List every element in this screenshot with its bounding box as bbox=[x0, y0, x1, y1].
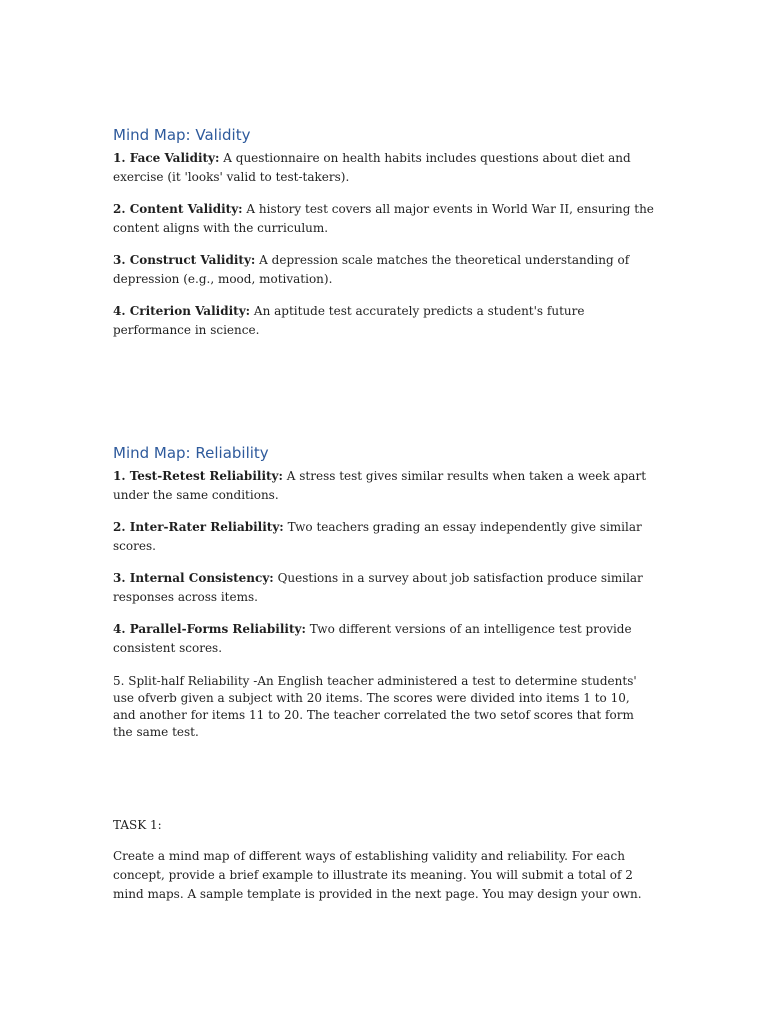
validity-heading: Mind Map: Validity bbox=[113, 126, 251, 144]
item-text: A stress test gives similar results when taken a week apart under the same conditions. bbox=[113, 469, 647, 502]
task-instructions: Create a mind map of different ways of establishing validity and reliability. For each concept, provide a brief example to illustrate its meaning. You will submit a total of 2 mind maps. A sample template is provided in the next page. You may design your own. bbox=[113, 849, 642, 901]
item-text: Questions in a survey about job satisfaction produce similar responses across items. bbox=[113, 571, 643, 604]
item-term: 4. Criterion Validity: bbox=[113, 304, 251, 318]
item-term: 1. Face Validity: bbox=[113, 151, 220, 165]
item-text: An aptitude test accurately predicts a student's future performance in science. bbox=[113, 304, 585, 337]
item-text: A depression scale matches the theoretical understanding of depression (e.g., mood, motivation). bbox=[113, 253, 630, 286]
item-text: A questionnaire on health habits includes questions about diet and exercise (it 'looks' valid to test-takers). bbox=[113, 151, 631, 184]
item-term: 2. Content Validity: bbox=[113, 202, 243, 216]
split-half-paragraph: 5. Split-half Reliability -An English teacher administered a test to determine students' use ofverb given a subject with 20 items. The scores were divided into items 1 to 10, and another for items 11 to 20. The teacher correlated the two setof scores that form the same test. bbox=[113, 674, 637, 739]
list-item bbox=[113, 200, 661, 238]
item-text: Two different versions of an intelligence test provide consistent scores. bbox=[113, 622, 632, 655]
list-item bbox=[113, 251, 661, 289]
item-text: A history test covers all major events in World War II, ensuring the content aligns with the curriculum. bbox=[113, 202, 654, 235]
list-item bbox=[113, 518, 661, 556]
item-term: 4. Parallel-Forms Reliability: bbox=[113, 622, 306, 636]
item-term: 2. Inter-Rater Reliability: bbox=[113, 520, 284, 534]
list-item bbox=[113, 302, 661, 340]
item-text: Two teachers grading an essay independently give similar scores. bbox=[113, 520, 642, 553]
reliability-heading: Mind Map: Reliability bbox=[113, 444, 269, 462]
item-term: 3. Construct Validity: bbox=[113, 253, 256, 267]
list-item bbox=[113, 149, 661, 187]
list-item bbox=[113, 620, 661, 658]
reliability-list bbox=[113, 467, 661, 671]
validity-list bbox=[113, 149, 661, 353]
item-term: 3. Internal Consistency: bbox=[113, 571, 274, 585]
task-label: TASK 1: bbox=[113, 818, 162, 832]
list-item bbox=[113, 569, 661, 607]
list-item bbox=[113, 467, 661, 505]
item-term: 1. Test-Retest Reliability: bbox=[113, 469, 283, 483]
